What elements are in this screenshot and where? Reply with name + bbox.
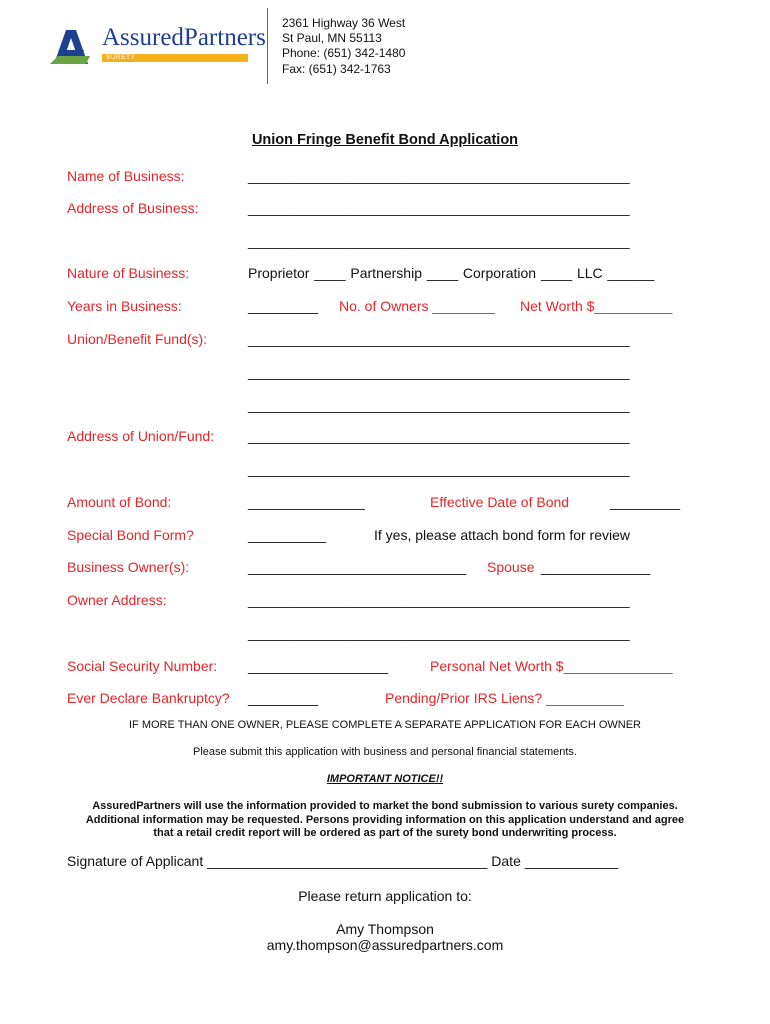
logo-subtitle: SURETY	[106, 54, 136, 61]
bankruptcy-field[interactable]: _________	[248, 690, 319, 706]
net-worth-label[interactable]: Net Worth $__________	[520, 298, 673, 314]
special-form-label: Special Bond Form?	[67, 527, 194, 543]
union-fund-field-2[interactable]: _________________________________________________	[248, 364, 630, 380]
address-line-1: 2361 Highway 36 West	[282, 16, 406, 30]
business-name-label: Name of Business:	[67, 168, 185, 184]
special-form-note: If yes, please attach bond form for review	[374, 527, 631, 543]
union-address-field-1[interactable]: _________________________________________________	[248, 428, 630, 444]
owner-address-field-1[interactable]: _________________________________________________	[248, 592, 630, 608]
owner-address-label: Owner Address:	[67, 592, 167, 608]
years-field[interactable]: _________	[248, 298, 319, 314]
return-heading: Please return application to:	[298, 888, 472, 904]
contact-email[interactable]: amy.thompson@assuredpartners.com	[266, 937, 504, 953]
bond-amount-label: Amount of Bond:	[67, 494, 172, 510]
submit-note: Please submit this application with business and personal financial statements.	[193, 746, 577, 758]
business-owners-label: Business Owner(s):	[67, 559, 190, 575]
union-fund-field-1[interactable]: _________________________________________________	[248, 331, 630, 347]
ssn-field[interactable]: __________________	[248, 658, 389, 674]
important-notice-heading: IMPORTANT NOTICE!!	[326, 773, 444, 785]
ssn-label: Social Security Number:	[67, 658, 218, 674]
irs-liens-label[interactable]: Pending/Prior IRS Liens? __________	[385, 690, 624, 706]
union-fund-label: Union/Benefit Fund(s):	[67, 331, 208, 347]
union-fund-field-3[interactable]: _________________________________________________	[248, 397, 630, 413]
business-address-field-2[interactable]: _________________________________________________	[248, 233, 630, 249]
fax-line: Fax: (651) 342-1763	[282, 62, 391, 76]
form-title: Union Fringe Benefit Bond Application	[251, 132, 519, 148]
effective-date-label: Effective Date of Bond	[430, 494, 570, 510]
special-form-field[interactable]: __________	[248, 527, 326, 543]
business-owners-field[interactable]: ____________________________	[248, 559, 467, 575]
multi-owner-note: IF MORE THAN ONE OWNER, PLEASE COMPLETE A SEPARATE APPLICATION FOR EACH OWNER	[129, 719, 641, 731]
nature-options[interactable]: Proprietor ____ Partnership ____ Corporation ____ LLC ______	[248, 265, 655, 281]
important-notice-text: AssuredPartners will use the information provided to market the bond submission to various surety companies. Additional information may be requested. Persons providing information on this application understand and agree that a retail credit report will be ordered as part of the surety bond underwriting process.	[85, 800, 685, 839]
address-line-2: St Paul, MN 55113	[282, 31, 382, 45]
bond-amount-field[interactable]: _______________	[248, 494, 365, 510]
header-divider	[267, 8, 268, 84]
personal-net-worth-label[interactable]: Personal Net Worth $______________	[430, 658, 673, 674]
years-label: Years in Business:	[67, 298, 182, 314]
spouse-field[interactable]: ______________	[541, 559, 651, 575]
spouse-label: Spouse	[487, 559, 535, 575]
company-logo	[50, 24, 266, 66]
nature-label: Nature of Business:	[67, 265, 190, 281]
union-address-field-2[interactable]: _________________________________________________	[248, 461, 630, 477]
signature-line[interactable]: Signature of Applicant ____________________________________ Date ____________	[67, 853, 619, 869]
bankruptcy-label: Ever Declare Bankruptcy?	[67, 690, 230, 706]
business-address-field-1[interactable]: _________________________________________________	[248, 200, 630, 216]
phone-line: Phone: (651) 342-1480	[282, 46, 406, 60]
owner-address-field-2[interactable]: _________________________________________________	[248, 625, 630, 641]
business-name-field[interactable]: _________________________________________________	[248, 168, 630, 184]
union-address-label: Address of Union/Fund:	[67, 428, 215, 444]
contact-name: Amy Thompson	[336, 921, 434, 937]
business-address-label: Address of Business:	[67, 200, 199, 216]
effective-date-field[interactable]: _________	[610, 494, 681, 510]
owners-count-label[interactable]: No. of Owners ________	[339, 298, 495, 314]
logo-wordmark: AssuredPartners	[102, 24, 266, 51]
